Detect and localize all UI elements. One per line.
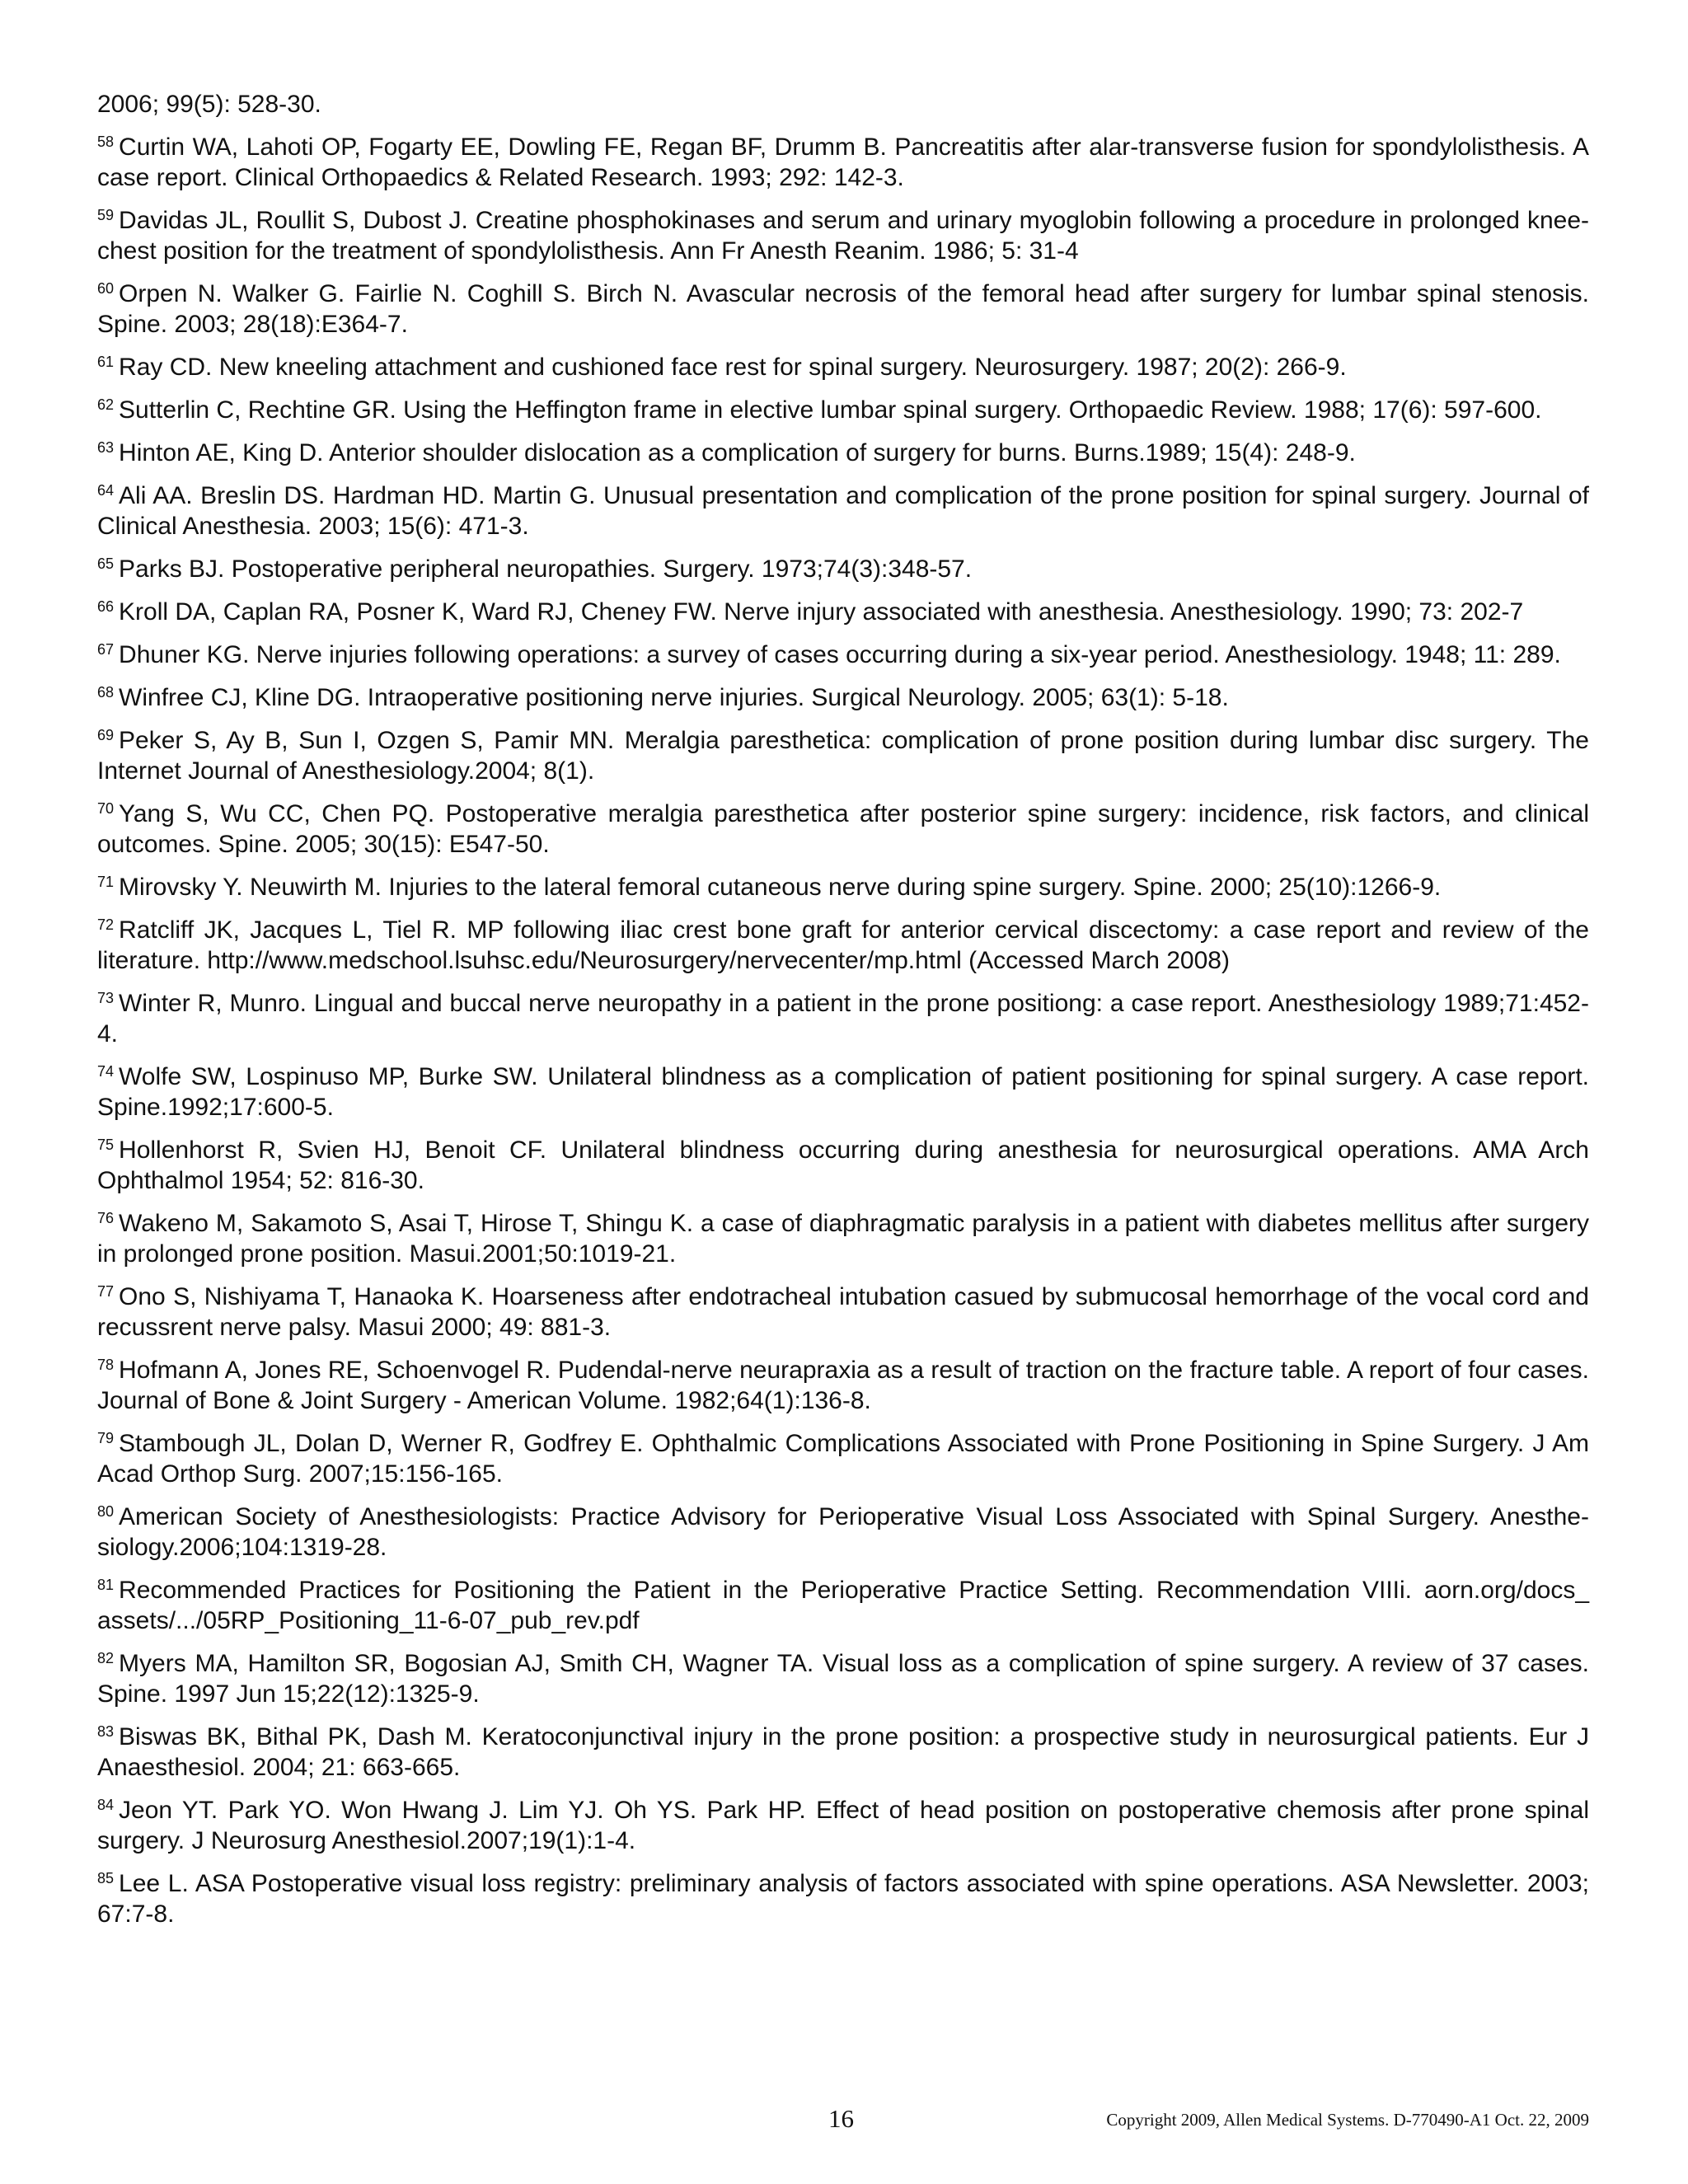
reference-item [97,1502,1589,1563]
reference-text: Ono S, Nishiyama T, Hanaoka K. Hoarseness after endotracheal intubation casued by submucosal hemorrhage of the vocal cord and recussrent nerve palsy. Masui 2000; 49: 881-3. [97,1283,1589,1341]
reference-item [97,597,1589,627]
reference-number: 61 [97,354,115,370]
reference-number: 59 [97,207,115,223]
reference-number: 73 [97,990,115,1006]
reference-number: 69 [97,727,115,743]
reference-item [97,1868,1589,1929]
reference-number: 66 [97,598,115,615]
copyright-notice: Copyright 2009, Allen Medical Systems. D-770490-A1 Oct. 22, 2009 [1106,2110,1589,2130]
reference-number: 77 [97,1283,115,1300]
reference-text: American Society of Anesthesiologists: Practice Advisory for Perioperative Visual Loss Associated with Spinal Surgery. Anesthesiology.2006;104:1319-28. [97,1503,1589,1561]
reference-item [97,872,1589,902]
reference-item [97,1648,1589,1709]
reference-text: Parks BJ. Postoperative peripheral neuropathies. Surgery. 1973;74(3):348-57. [119,555,973,583]
reference-number: 63 [97,439,115,456]
page-number: 16 [828,2104,854,2133]
reference-text: Yang S, Wu CC, Chen PQ. Postoperative meralgia paresthetica after posterior spine surgery: incidence, risk factors, and clinical outcomes. Spine. 2005; 30(15): E547-50. [97,800,1589,858]
reference-item [97,279,1589,340]
reference-text: Hofmann A, Jones RE, Schoenvogel R. Pudendal-nerve neurapraxia as a result of traction on the fracture table. A report of four cases. Journal of Bone & Joint Surgery - American Volume. 1982;64(1):136-8. [97,1357,1589,1414]
reference-text: Mirovsky Y. Neuwirth M. Injuries to the lateral femoral cutaneous nerve during spine surgery. Spine. 2000; 25(10):1266-9. [119,874,1442,901]
reference-item [97,395,1589,425]
reference-text: Hinton AE, King D. Anterior shoulder dislocation as a complication of surgery for burns. Burns.1989; 15(4): 248-9. [119,439,1356,466]
reference-item [97,640,1589,670]
reference-text: Orpen N. Walker G. Fairlie N. Coghill S. Birch N. Avascular necrosis of the femoral head after surgery for lumbar spinal stenosis. Spine. 2003; 28(18):E364-7. [97,280,1589,338]
reference-number: 81 [97,1577,115,1593]
reference-text: Wolfe SW, Lospinuso MP, Burke SW. Unilateral blindness as a complication of patient positioning for spinal surgery. A case report. Spine.1992;17:600-5. [97,1063,1589,1121]
reference-number: 68 [97,684,115,701]
reference-number: 71 [97,874,115,890]
reference-number: 84 [97,1797,115,1813]
reference-item [97,988,1589,1049]
reference-text: Curtin WA, Lahoti OP, Fogarty EE, Dowling FE, Regan BF, Drumm B. Pancreatitis after alar-transverse fusion for spondylolisthesis. A case report. Clinical Orthopaedics & Related Research. 1993; 292: 142-3. [97,134,1589,191]
reference-number: 85 [97,1870,115,1886]
reference-text: Stambough JL, Dolan D, Werner R, Godfrey E. Ophthalmic Complications Associated with Prone Positioning in Spine Surgery. J Am Acad Orthop Surg. 2007;15:156-165. [97,1430,1589,1488]
reference-text: Ray CD. New kneeling attachment and cushioned face rest for spinal surgery. Neurosurgery. 1987; 20(2): 266-9. [119,354,1347,381]
reference-number: 80 [97,1503,115,1520]
reference-number: 72 [97,916,115,933]
reference-number: 70 [97,800,115,817]
reference-text: Winfree CJ, Kline DG. Intraoperative positioning nerve injuries. Surgical Neurology. 2005; 63(1): 5-18. [119,684,1229,711]
reference-item [97,1282,1589,1343]
reference-text: Davidas JL, Roullit S, Dubost J. Creatine phosphokinases and serum and urinary myoglobin following a procedure in prolonged knee-chest position for the treatment of spondylolisthesis. Ann Fr Anesth Reanim. 1986; 5: 31-4 [97,207,1589,265]
reference-number: 58 [97,134,115,150]
reference-item [97,1062,1589,1122]
reference-text: Ratcliff JK, Jacques L, Tiel R. MP following iliac crest bone graft for anterior cervical discectomy: a case report and review of the literature. http://www.medschool.lsuhsc.edu/Neurosurgery/nervecenter/mp.html (Accessed March 2008) [97,916,1589,974]
reference-item [97,682,1589,713]
reference-item [97,554,1589,584]
reference-text: Hollenhorst R, Svien HJ, Benoit CF. Unilateral blindness occurring during anesthesia for neurosurgical operations. AMA Arch Ophthalmol 1954; 52: 816-30. [97,1137,1589,1194]
reference-text: Biswas BK, Bithal PK, Dash M. Keratoconjunctival injury in the prone position: a prospective study in neurosurgical patients. Eur J Anaesthesiol. 2004; 21: 663-665. [97,1723,1589,1781]
reference-item [97,1722,1589,1783]
reference-item [97,1428,1589,1489]
reference-number: 78 [97,1357,115,1373]
reference-number: 64 [97,482,115,499]
reference-text: Recommended Practices for Positioning the Patient in the Perioperative Practice Setting. Recommendation VIIIi. aorn.org/docs_ assets/.../05RP_Positioning_11-6-07_pub_rev.pdf [97,1577,1589,1634]
reference-item [97,725,1589,786]
reference-number: 62 [97,396,115,413]
reference-item [97,205,1589,266]
reference-text: Winter R, Munro. Lingual and buccal nerve neuropathy in a patient in the prone positiong: a case report. Anesthesiology 1989;71:452-4. [97,990,1589,1047]
reference-text: 2006; 99(5): 528-30. [97,91,321,118]
reference-item [97,915,1589,976]
reference-item [97,1355,1589,1416]
reference-number: 82 [97,1650,115,1666]
reference-number: 76 [97,1210,115,1226]
reference-number: 83 [97,1723,115,1740]
reference-number: 75 [97,1137,115,1153]
reference-item [97,799,1589,860]
reference-text: Myers MA, Hamilton SR, Bogosian AJ, Smith CH, Wagner TA. Visual loss as a complication of spine surgery. A review of 37 cases. Spine. 1997 Jun 15;22(12):1325-9. [97,1650,1589,1708]
reference-text: Peker S, Ay B, Sun I, Ozgen S, Pamir MN. Meralgia paresthetica: complication of prone position during lumbar disc surgery. The Internet Journal of Anesthesiology.2004; 8(1). [97,727,1589,785]
reference-item [97,132,1589,193]
reference-text: Ali AA. Breslin DS. Hardman HD. Martin G. Unusual presentation and complication of the prone position for spinal surgery. Journal of Clinical Anesthesia. 2003; 15(6): 471-3. [97,482,1589,540]
reference-text: Wakeno M, Sakamoto S, Asai T, Hirose T, Shingu K. a case of diaphragmatic paralysis in a patient with diabetes mellitus after surgery in prolonged prone position. Masui.2001;50:1019-21. [97,1210,1589,1268]
reference-number: 65 [97,555,115,572]
reference-number: 74 [97,1063,115,1080]
reference-number: 67 [97,641,115,658]
reference-text: Lee L. ASA Postoperative visual loss registry: preliminary analysis of factors associated with spine operations. ASA Newsletter. 2003; 67:7-8. [97,1870,1589,1928]
reference-item [97,89,1589,120]
reference-item [97,1208,1589,1269]
reference-list [97,89,1589,1942]
reference-number: 79 [97,1430,115,1446]
reference-text: Sutterlin C, Rechtine GR. Using the Heffington frame in elective lumbar spinal surgery. Orthopaedic Review. 1988; 17(6): 597-600. [119,396,1542,424]
reference-item [97,1575,1589,1636]
reference-item [97,438,1589,468]
reference-text: Dhuner KG. Nerve injuries following operations: a survey of cases occurring during a six-year period. Anesthesiology. 1948; 11: 289. [119,641,1561,668]
reference-text: Jeon YT. Park YO. Won Hwang J. Lim YJ. Oh YS. Park HP. Effect of head position on postoperative chemosis after prone spinal surgery. J Neurosurg Anesthesiol.2007;19(1):1-4. [97,1797,1589,1854]
reference-number: 60 [97,280,115,297]
reference-item [97,1795,1589,1856]
reference-text: Kroll DA, Caplan RA, Posner K, Ward RJ, Cheney FW. Nerve injury associated with anesthesia. Anesthesiology. 1990; 73: 202-7 [119,598,1524,626]
reference-item [97,352,1589,382]
reference-item [97,480,1589,541]
reference-item [97,1135,1589,1196]
